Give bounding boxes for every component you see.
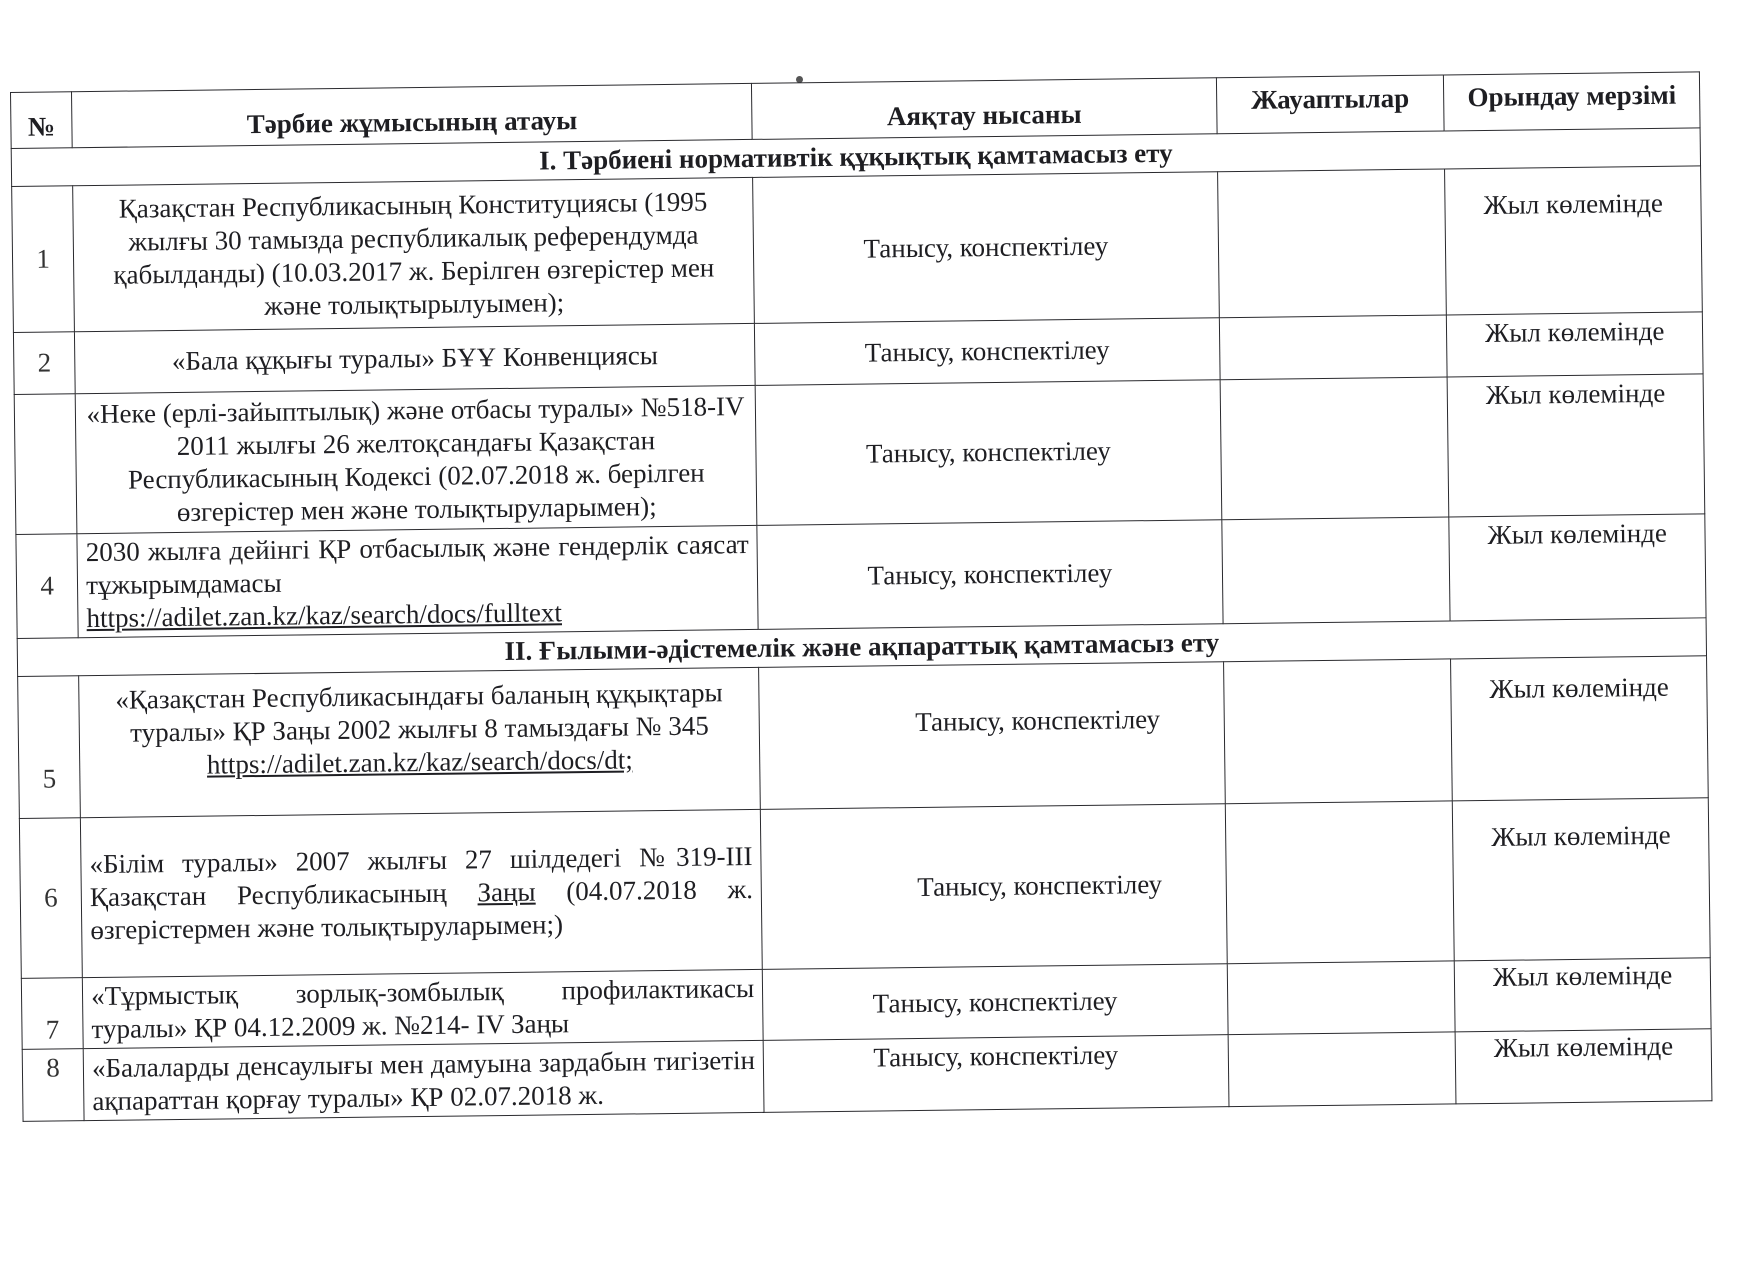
section-title: II. Ғылыми-әдістемелік және ақпараттық қамтамасыз ету (17, 618, 1706, 677)
table-row (19, 798, 1710, 979)
row-form: Танысу, конспектілеу (755, 318, 1220, 386)
row-name: Қазақстан Республикасының Конституциясы (1995 жылғы 30 тамызда республикалық референдумда қабылданды) (10.03.2017 ж. Берілген өзгерістер мен және толықтырылуымен); (73, 177, 755, 331)
row-responsible (1220, 377, 1449, 520)
row-num: 4 (16, 534, 78, 639)
table-row (12, 166, 1703, 333)
row-name-text: «Қазақстан Республикасындағы баланың құқықтары туралы» ҚР Заңы 2002 жылғы 8 тамыздағы № 345 (115, 677, 723, 748)
table-row (16, 514, 1706, 639)
row-responsible (1225, 801, 1455, 964)
plan-table (10, 71, 1712, 1122)
plan-table-wrapper (10, 71, 1712, 1122)
row-name-text-a: «Білім туралы» 2007 жылғы 27 шілдедегі №319-III Қазақстан Республикасының (89, 840, 753, 913)
row-form: Танысу, конспектілеу (763, 1035, 1228, 1113)
row-num: 6 (19, 818, 82, 979)
row-name (77, 525, 758, 637)
row-responsible (1217, 169, 1447, 318)
row-num: 7 (21, 978, 83, 1050)
row-deadline: Жыл көлемінде (1455, 958, 1711, 1032)
row-num: 2 (13, 332, 75, 395)
header-responsible: Жауаптылар (1216, 75, 1444, 134)
row-responsible (1221, 517, 1450, 624)
header-num: № (11, 92, 73, 149)
table-row (18, 656, 1709, 819)
row-link[interactable]: https://adilet.zan.kz/kaz/search/docs/fulltext (86, 597, 563, 634)
row-name-text-b: (04.07.2018 ж. өзгерістермен және толықтыруларымен;) (90, 873, 754, 946)
row-num: 5 (18, 676, 81, 819)
row-name: «Бала құқығы туралы» БҰҰ Конвенциясы (75, 323, 756, 393)
row-deadline: Жыл көлемінде (1447, 312, 1703, 377)
row-form: Танысу, конспектілеу (757, 520, 1223, 630)
row-num: 1 (12, 186, 75, 333)
row-form: Танысу, конспектілеу (759, 662, 1225, 810)
row-deadline: Жыл көлемінде (1447, 374, 1704, 517)
row-responsible (1223, 659, 1452, 804)
header-deadline: Орындау мерзімі (1444, 72, 1700, 131)
row-name: «Тұрмыстық зорлық-зомбылық профилактикасы туралы» ҚР 04.12.2009 ж. №214- IV Заңы (82, 969, 763, 1048)
row-name (79, 667, 761, 817)
row-link[interactable]: https://adilet.zan.kz/kaz/search/docs/dt; (206, 744, 633, 780)
row-name-text-law: Заңы (477, 876, 536, 908)
header-form: Аяқтау нысаны (752, 78, 1217, 140)
row-deadline: Жыл көлемінде (1453, 798, 1711, 961)
row-responsible (1227, 961, 1456, 1035)
row-deadline: Жыл көлемінде (1449, 514, 1706, 621)
row-num: 8 (22, 1049, 84, 1122)
row-name: «Неке (ерлі-зайыптылық) және отбасы туралы» №518-IV 2011 жылғы 26 желтоқсандағы Қазақстан Республикасының Кодексі (02.07.2018 ж. берілген өзгерістер мен және толықтыруларымен); (75, 385, 757, 533)
row-deadline: Жыл көлемінде (1455, 1029, 1711, 1104)
row-form: Танысу, конспектілеу (760, 804, 1226, 970)
section-title: I. Тәрбиені нормативтік құқықтық қамтамасыз ету (11, 128, 1700, 187)
row-responsible (1228, 1032, 1457, 1107)
table-row (14, 374, 1705, 535)
row-form: Танысу, конспектілеу (755, 380, 1221, 526)
row-name: «Балаларды денсаулығы мен дамуына зардабын тигізетін ақпараттан қорғау туралы» ҚР 02.07.2018 ж. (83, 1040, 764, 1120)
row-deadline: Жыл көлемінде (1445, 166, 1702, 315)
row-num (14, 394, 77, 535)
header-name: Тәрбие жұмысының атауы (72, 83, 753, 147)
row-form: Танысу, конспектілеу (753, 172, 1219, 324)
row-form: Танысу, конспектілеу (762, 964, 1227, 1041)
row-name (80, 809, 762, 977)
row-responsible (1219, 315, 1448, 380)
row-name-text: 2030 жылға дейінгі ҚР отбасылық және гендерлік саясат тұжырымдамасы (85, 529, 749, 601)
row-deadline: Жыл көлемінде (1451, 656, 1708, 801)
